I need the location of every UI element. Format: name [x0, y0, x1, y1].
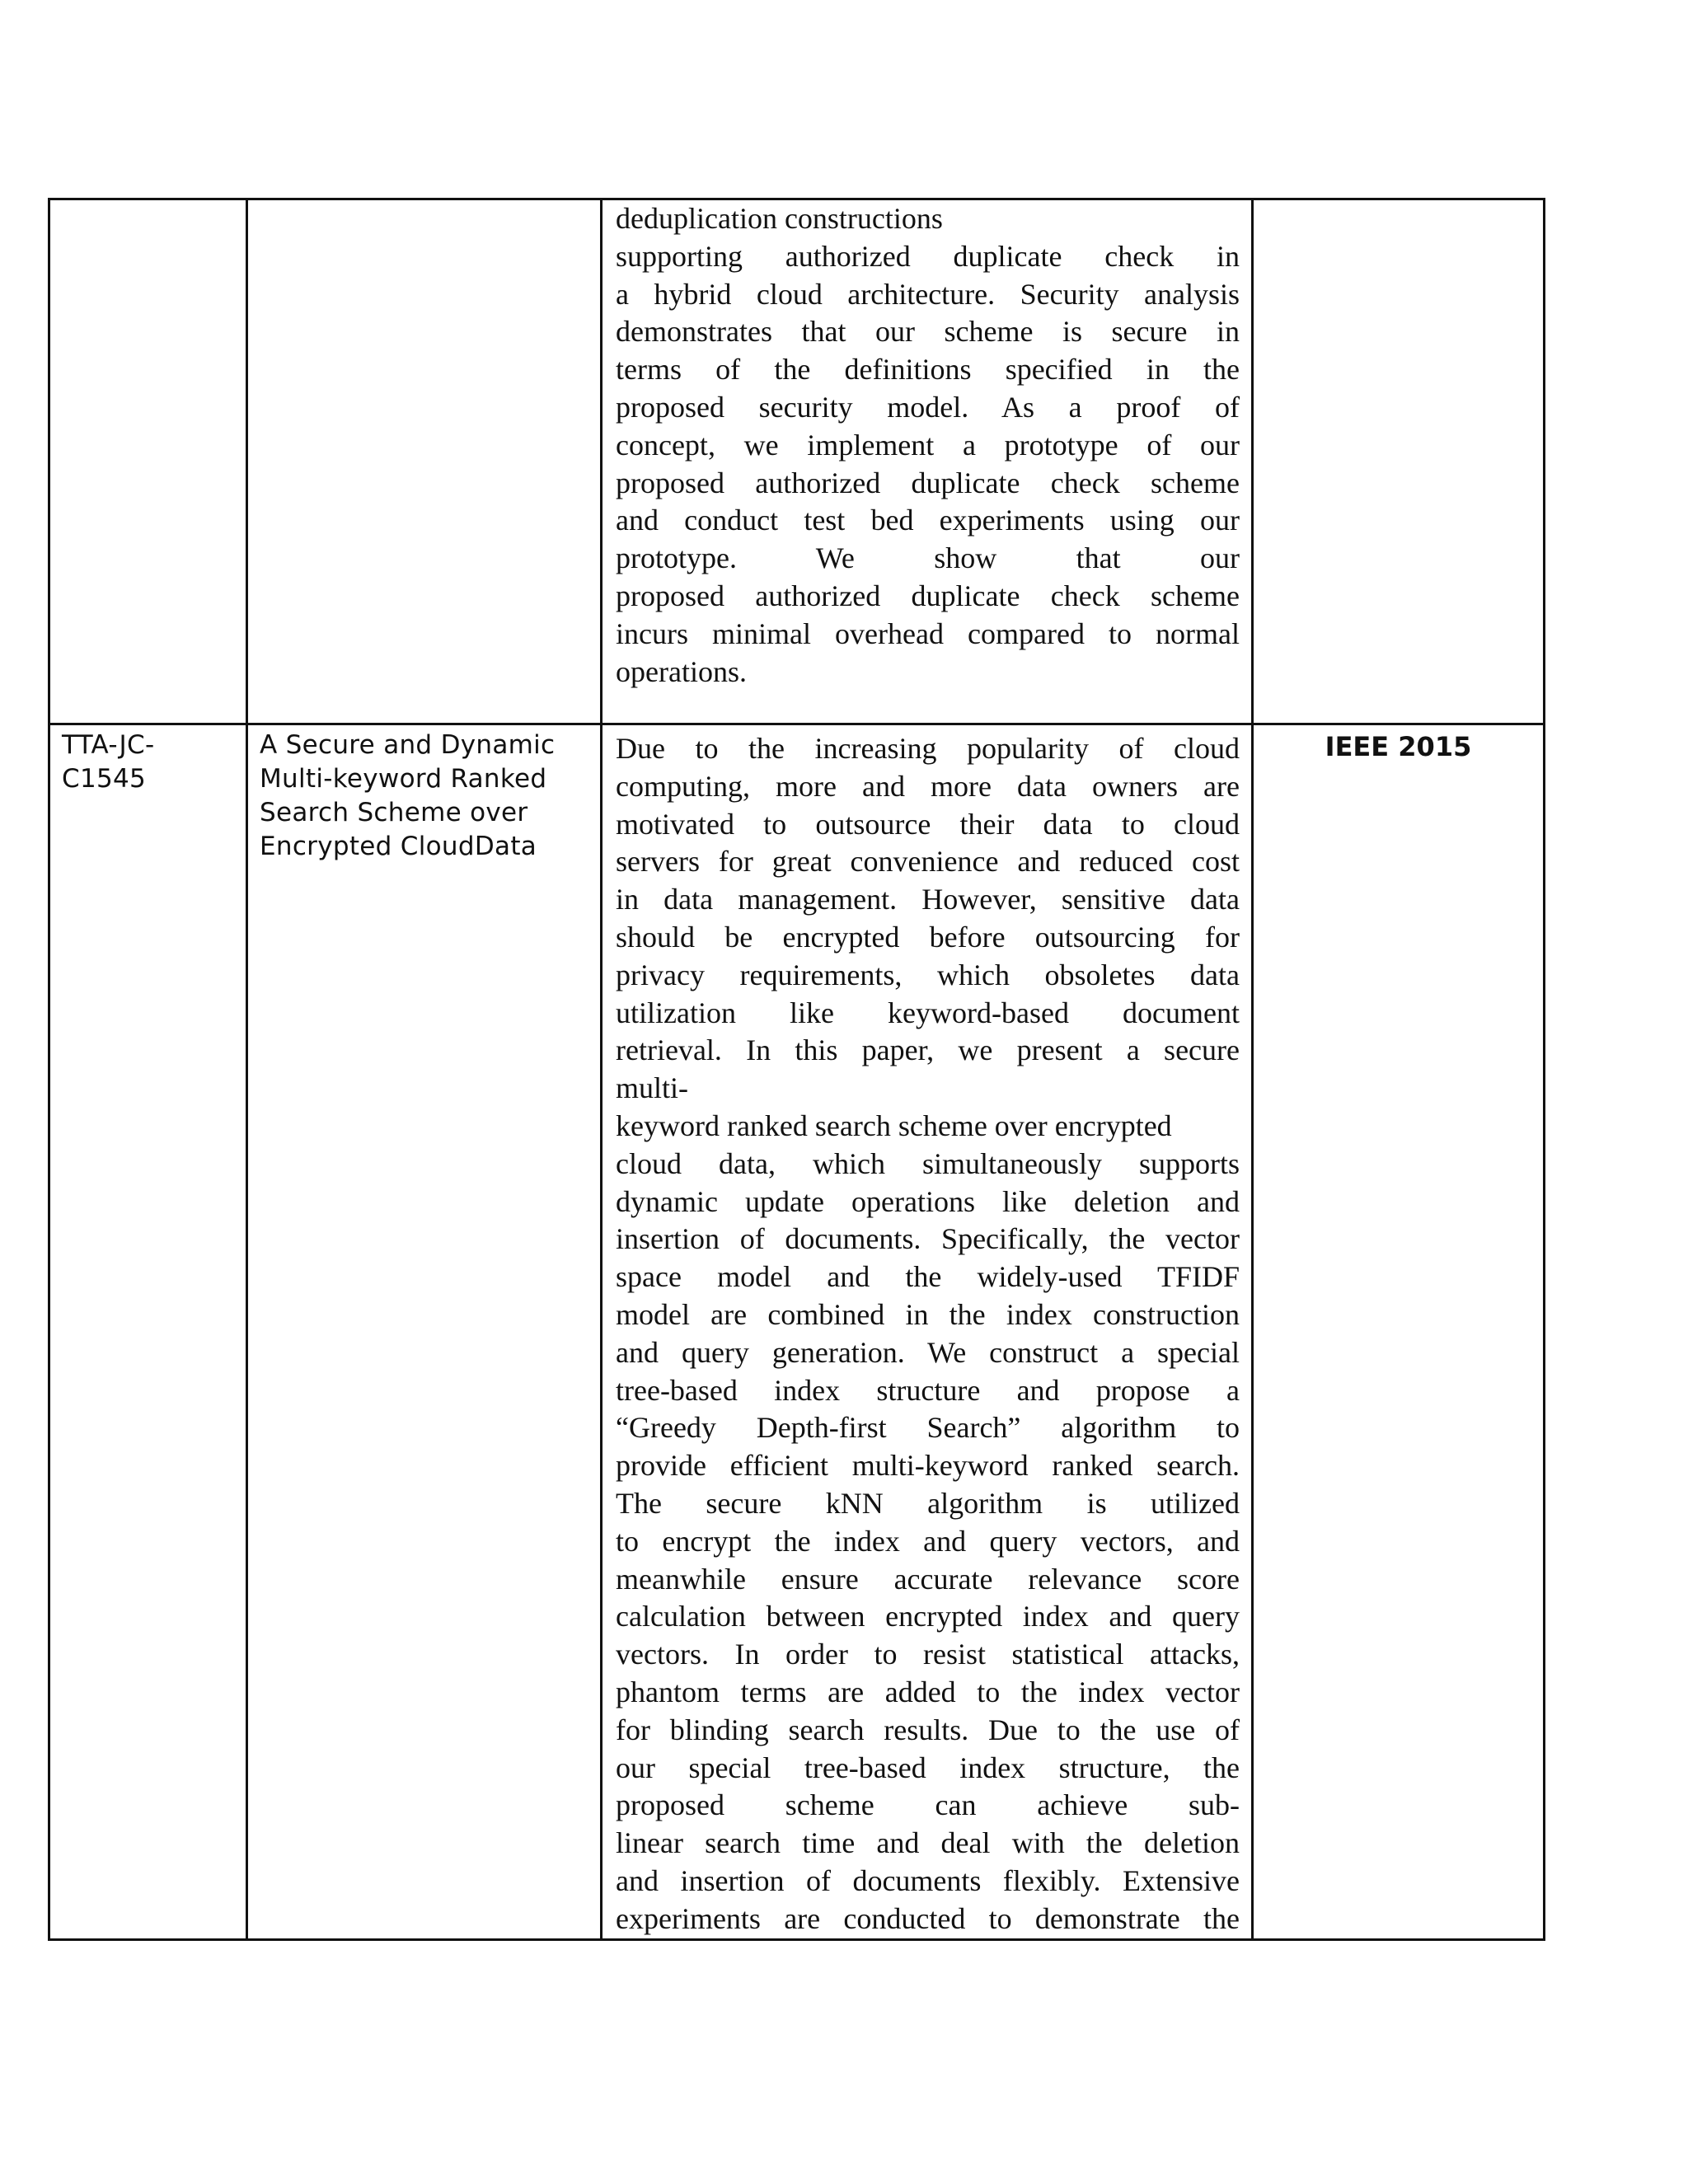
- project-code-line: TTA-JC-: [62, 730, 155, 760]
- abstract-line: motivated to outsource their data to cloud: [616, 807, 1240, 841]
- abstract-line: meanwhile ensure accurate relevance score: [616, 1562, 1240, 1596]
- abstract-line: a hybrid cloud architecture. Security analysis: [616, 277, 1240, 311]
- abstract-line: to encrypt the index and query vectors, and: [616, 1524, 1240, 1558]
- abstract-line: experiments are conducted to demonstrate the: [616, 1901, 1240, 1935]
- code-cell: [49, 724, 247, 1940]
- abstract-line: proposed authorized duplicate check scheme: [616, 466, 1240, 499]
- abstract-line: provide efficient multi-keyword ranked search.: [616, 1449, 1240, 1483]
- abstract-line: tree-based index structure and propose a: [616, 1373, 1240, 1407]
- project-title-line: Encrypted CloudData: [260, 832, 537, 861]
- abstract-line: and query generation. We construct a special: [616, 1335, 1240, 1369]
- abstract-line: dynamic update operations like deletion and: [616, 1184, 1240, 1218]
- abstract-line: in data management. However, sensitive data: [616, 883, 1240, 916]
- abstract-cell: [602, 199, 1253, 724]
- abstract-line: utilization like keyword-based document: [616, 996, 1240, 1029]
- abstract-text: [603, 725, 1251, 1938]
- table-row: [49, 199, 1545, 724]
- abstract-line: supporting authorized duplicate check in: [616, 239, 1240, 273]
- abstract-line: terms of the definitions specified in the: [616, 353, 1240, 387]
- abstract-line: Due to the increasing popularity of cloud: [616, 732, 1240, 765]
- abstract-line: retrieval. In this paper, we present a secure: [616, 1033, 1240, 1067]
- table-row: [49, 724, 1545, 1940]
- abstract-line: multi-: [616, 1071, 688, 1105]
- project-table: [48, 198, 1545, 1941]
- abstract-line: concept, we implement a prototype of our: [616, 428, 1240, 462]
- abstract-line: servers for great convenience and reduced cost: [616, 845, 1240, 879]
- conference-label: IEEE 2015: [1325, 731, 1472, 762]
- abstract-cell: [602, 724, 1253, 1940]
- abstract-line: insertion of documents. Specifically, the vector: [616, 1222, 1240, 1256]
- abstract-line: demonstrates that our scheme is secure in: [616, 315, 1240, 349]
- abstract-line: prototype. We show that our: [616, 541, 1240, 575]
- abstract-line: space model and the widely-used TFIDF: [616, 1260, 1240, 1294]
- abstract-line: calculation between encrypted index and query: [616, 1600, 1240, 1633]
- project-title-line: Multi-keyword Ranked: [260, 764, 547, 794]
- abstract-line: computing, more and more data owners are: [616, 769, 1240, 803]
- title-cell: [247, 724, 602, 1940]
- conference-cell-empty: [1253, 199, 1545, 724]
- code-cell-empty: [49, 199, 247, 724]
- abstract-line: deduplication constructions: [616, 202, 943, 235]
- abstract-line: and conduct test bed experiments using our: [616, 504, 1240, 537]
- abstract-line: keyword ranked search scheme over encrypted: [616, 1108, 1172, 1142]
- abstract-line: for blinding search results. Due to the use of: [616, 1713, 1240, 1746]
- abstract-line: The secure kNN algorithm is utilized: [616, 1486, 1240, 1520]
- abstract-line: and insertion of documents flexibly. Extensive: [616, 1863, 1240, 1897]
- project-code-line: C1545: [62, 764, 147, 794]
- abstract-line: proposed scheme can achieve sub-: [616, 1788, 1240, 1822]
- project-code: [50, 725, 246, 796]
- abstract-line: proposed authorized duplicate check scheme: [616, 579, 1240, 612]
- abstract-line: vectors. In order to resist statistical attacks,: [616, 1638, 1240, 1671]
- project-title-line: A Secure and Dynamic: [260, 730, 556, 760]
- project-title: [248, 725, 600, 864]
- abstract-line: proposed security model. As a proof of: [616, 390, 1240, 424]
- abstract-line: should be encrypted before outsourcing for: [616, 920, 1240, 954]
- abstract-line: “Greedy Depth-first Search” algorithm to: [616, 1411, 1240, 1445]
- conference-cell: [1253, 724, 1545, 1940]
- abstract-line: privacy requirements, which obsoletes data: [616, 958, 1240, 991]
- abstract-line: phantom terms are added to the index vector: [616, 1675, 1240, 1708]
- abstract-line: incurs minimal overhead compared to normal: [616, 616, 1240, 650]
- abstract-line: linear search time and deal with the deletion: [616, 1826, 1240, 1860]
- title-cell-empty: [247, 199, 602, 724]
- abstract-line: operations.: [616, 654, 747, 688]
- abstract-text: [603, 200, 1251, 691]
- abstract-line: model are combined in the index construction: [616, 1297, 1240, 1331]
- abstract-line: cloud data, which simultaneously supports: [616, 1146, 1240, 1180]
- abstract-line: our special tree-based index structure, the: [616, 1750, 1240, 1784]
- project-title-line: Search Scheme over: [260, 798, 528, 827]
